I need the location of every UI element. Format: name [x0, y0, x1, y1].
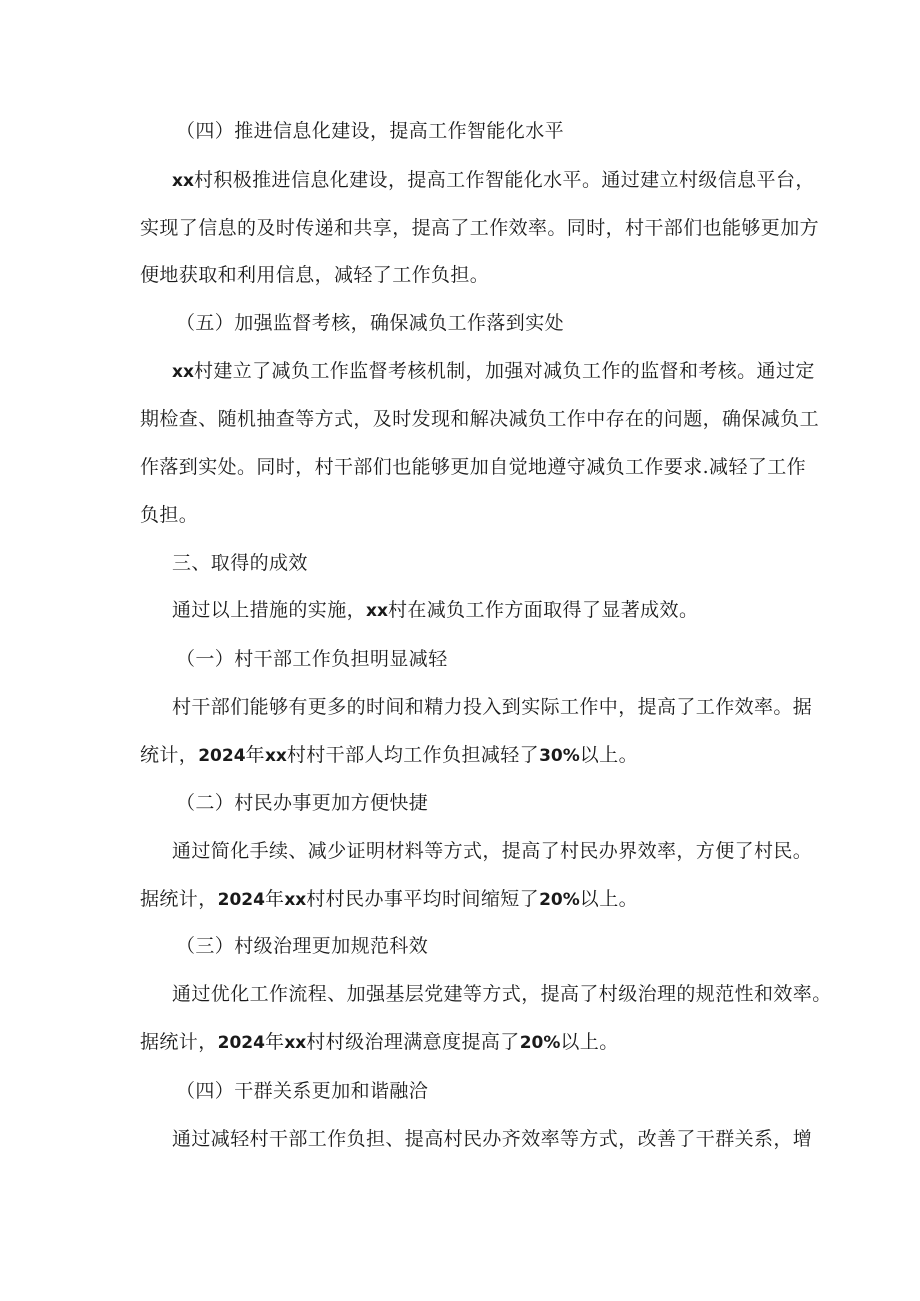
- text: 以上。: [579, 744, 638, 766]
- bold-token: 2024: [217, 890, 265, 910]
- text: 便地获取和利用信息，减轻了工作负担。: [140, 264, 490, 286]
- paragraph-line: [172, 838, 812, 864]
- paragraph-line: [140, 742, 638, 769]
- paragraph-line: [140, 454, 806, 480]
- bold-token: xx: [284, 890, 307, 910]
- heading-4-informatization: [176, 118, 564, 144]
- text: （二）村民办事更加方便快捷: [176, 792, 429, 814]
- text: 村积极推进信息化建设，提高工作智能化水平。通过建立村级信息平台，: [193, 169, 815, 191]
- text: （五）加强监督考核，确保减负工作落到实处: [176, 312, 565, 334]
- heading-1-cadre-burden: [176, 646, 448, 672]
- text: （三）村级治理更加规范科效: [176, 935, 429, 957]
- text: 据统计，: [140, 1031, 218, 1053]
- text: 实现了信息的及时传递和共享，提高了工作效率。同时，村干部们也能够更加方: [140, 217, 820, 239]
- bold-token: xx: [172, 362, 194, 382]
- text: 统计，: [140, 744, 199, 766]
- heading-2-villager-services: [176, 790, 428, 816]
- text: 年: [264, 888, 285, 910]
- paragraph-line: [140, 406, 819, 432]
- text: 通过简化手续、减少证明材料等方式，提高了村民办界效率，方便了村民。: [172, 840, 813, 862]
- text: 年: [264, 1031, 285, 1053]
- paragraph-line: [172, 358, 815, 385]
- bold-token: 2024: [198, 746, 246, 766]
- text: 以上。: [579, 888, 638, 910]
- bold-token: 30%: [539, 746, 580, 766]
- text: 通过以上措施的实施，: [172, 599, 367, 621]
- text: 负担。: [140, 504, 199, 526]
- bold-token: xx: [172, 171, 194, 191]
- text: 通过优化工作流程、加强基层党建等方式，提高了村级治理的规范性和效率。: [172, 983, 832, 1005]
- text: 村村干部人均工作负担减轻了: [286, 744, 540, 766]
- paragraph-line: [172, 167, 815, 194]
- heading-3-governance: [176, 933, 428, 959]
- text: 期检查、随机抽查等方式，及时发现和解决减负工作中存在的问题，确保减负工: [140, 408, 820, 430]
- bold-token: 20%: [539, 890, 580, 910]
- paragraph-line: [172, 1126, 812, 1152]
- heading-5-supervision: [176, 310, 564, 336]
- paragraph-line: [172, 981, 832, 1007]
- bold-token: 2024: [217, 1033, 265, 1053]
- heading-4-cadre-masses: [176, 1078, 428, 1104]
- text: 村建立了减负工作监督考核机制，加强对减负工作的监督和考核。通过定: [193, 360, 815, 382]
- bold-token: xx: [284, 1033, 307, 1053]
- paragraph-line: [140, 1029, 619, 1056]
- text: 以上。: [560, 1031, 619, 1053]
- text: （一）村干部工作负担明显减轻: [176, 648, 448, 670]
- text: 村村级治理满意度提高了: [306, 1031, 520, 1053]
- text: 年: [245, 744, 265, 766]
- text: 村村民办事平均时间缩短了: [306, 888, 540, 910]
- text: （四）推进信息化建设，提高工作智能化水平: [176, 120, 565, 142]
- bold-token: xx: [366, 601, 388, 621]
- paragraph-line: [172, 597, 698, 624]
- text: 村干部们能够有更多的时间和精力投入到实际工作中，提高了工作效率。据: [172, 696, 813, 718]
- text: 三、取得的成效: [172, 552, 308, 574]
- paragraph-line: [172, 694, 812, 720]
- text: 作落到实处。同时，村干部们也能够更加自觉地遵守减负工作要求.减轻了工作: [140, 456, 807, 478]
- text: （四）干群关系更加和谐融洽: [176, 1080, 429, 1102]
- paragraph-line: [140, 262, 489, 288]
- text: 村在减负工作方面取得了显著成效。: [387, 599, 699, 621]
- bold-token: 20%: [519, 1033, 561, 1053]
- paragraph-line: [140, 502, 198, 528]
- text: 据统计，: [140, 888, 218, 910]
- bold-token: xx: [264, 746, 287, 766]
- paragraph-line: [140, 215, 819, 241]
- text: 通过减轻村干部工作负担、提高村民办齐效率等方式，改善了干群关系，增: [172, 1128, 813, 1150]
- section-3-heading: [172, 550, 308, 576]
- paragraph-line: [140, 886, 638, 913]
